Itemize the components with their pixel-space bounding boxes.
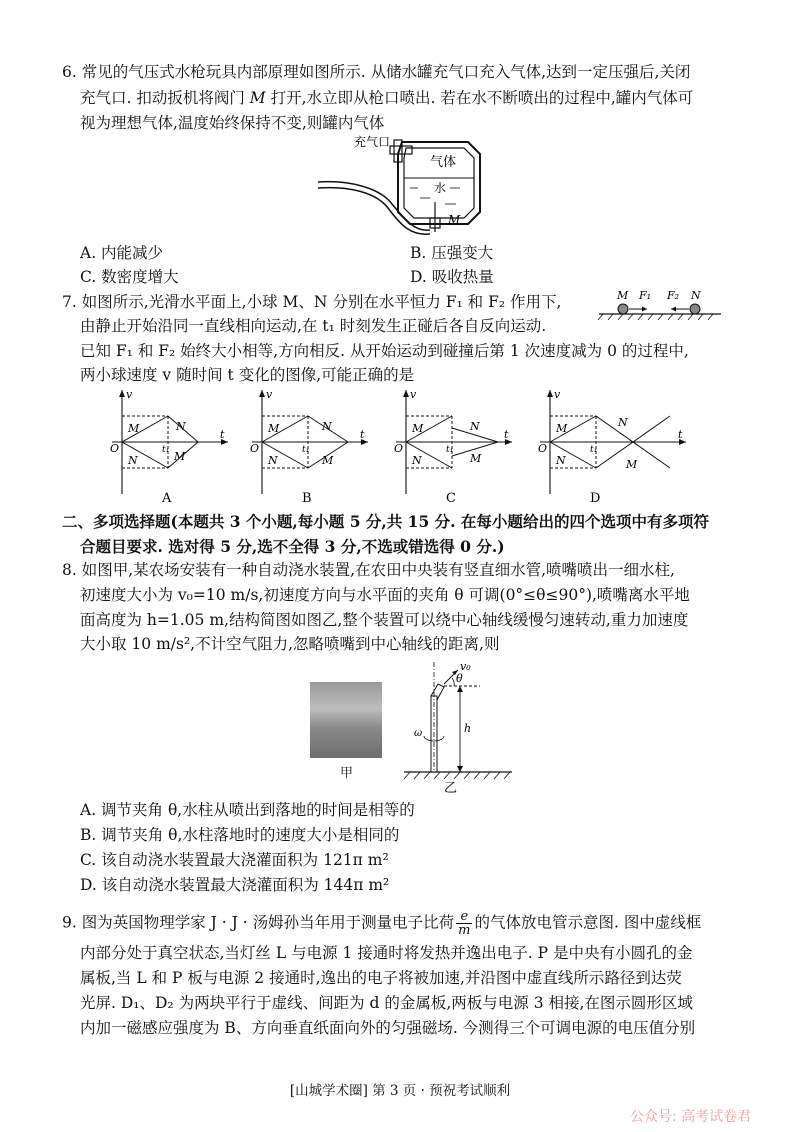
q7-graph-c bbox=[386, 386, 516, 506]
svg-text:t₁: t₁ bbox=[302, 445, 310, 455]
q9-stem-line2: 内部分处于真空状态,当灯丝 L 与电源 1 接通时将发热并逸出电子. P 是中央有小圆孔的金 bbox=[80, 944, 693, 962]
svg-text:N: N bbox=[128, 454, 138, 467]
q8-stem-line2: 初速度大小为 v₀=10 m/s,初速度方向与水平面的夹角 θ 可调(0°≤θ≤90°),喷嘴离水平地 bbox=[80, 586, 690, 604]
q8-stem-line1: 8. 如图甲,某农场安装有一种自动浇水装置,在农田中央装有竖直细水管,喷嘴喷出一细水柱, bbox=[62, 561, 675, 579]
svg-text:O: O bbox=[110, 442, 120, 455]
svg-text:N: N bbox=[556, 454, 566, 467]
q9-stem-line1: 9. 图为英国物理学家 J · J · 汤姆孙当年用于测量电子比荷 $\frac{e}{m}$ 的气体放电管示意图. 图中虚线框 bbox=[62, 909, 702, 938]
q7-stem-line1: 7. 如图所示,光滑水平面上,小球 M、N 分别在水平恒力 F₁ 和 F₂ 作用下, bbox=[62, 293, 562, 311]
svg-text:M: M bbox=[322, 454, 334, 467]
svg-text:M: M bbox=[626, 458, 638, 471]
q8-option-d: D. 该自动浇水装置最大浇灌面积为 144π m² bbox=[80, 876, 390, 894]
q8-option-a: A. 调节夹角 θ,水柱从喷出到落地的时间是相等的 bbox=[80, 801, 415, 819]
section2-header-line1: 二、多项选择题(本题共 3 个小题,每小题 5 分,共 15 分. 在每小题给出的四个选项中有多项符 bbox=[62, 512, 709, 531]
svg-text:乙: 乙 bbox=[444, 781, 458, 795]
svg-text:t: t bbox=[220, 428, 225, 441]
q6-water-gun-figure bbox=[310, 132, 500, 242]
svg-text:v: v bbox=[554, 388, 561, 401]
svg-text:M: M bbox=[174, 450, 186, 463]
q8-stem-line3: 面高度为 h=1.05 m,结构简图如图乙,整个装置可以绕中心轴线缓慢匀速转动,重力加速度 bbox=[80, 611, 689, 629]
section2-header-line2: 合题目要求. 选对得 5 分,选不全得 3 分,不选或错选得 0 分.) bbox=[80, 537, 505, 556]
svg-text:t₁: t₁ bbox=[446, 445, 454, 455]
svg-text:t: t bbox=[504, 428, 509, 441]
q7-option-c: C bbox=[446, 491, 456, 506]
q6-option-c: C. 数密度增大 bbox=[80, 268, 179, 286]
svg-text:N: N bbox=[268, 454, 278, 467]
q7-label-m: M bbox=[617, 289, 629, 302]
q6-label-inlet: 充气口 bbox=[354, 135, 391, 149]
q9-fraction: $\frac{e}{m}$ bbox=[458, 909, 471, 938]
watermark-text: 公众号: 高考试卷君 bbox=[630, 1109, 752, 1125]
svg-text:t: t bbox=[360, 428, 365, 441]
svg-text:N: N bbox=[412, 454, 422, 467]
svg-text:v: v bbox=[126, 388, 133, 401]
svg-text:t₁: t₁ bbox=[590, 445, 598, 455]
q8-stem-line4: 大小取 10 m/s²,不计空气阻力,忽略喷嘴到中心轴线的距离,则 bbox=[80, 635, 500, 653]
svg-text:M: M bbox=[268, 422, 280, 435]
q9-stem-line4: 光屏. D₁、D₂ 为两块平行于虚线、间距为 d 的金属板,两板与电源 3 相接,在图示圆形区域 bbox=[80, 994, 693, 1012]
svg-text:M: M bbox=[556, 422, 568, 435]
q7-stem-line2: 由静止开始沿同一直线相向运动,在 t₁ 时刻发生正碰后各自反向运动. bbox=[80, 317, 547, 335]
q7-label-f2: F₂ bbox=[667, 289, 680, 302]
svg-text:v: v bbox=[266, 388, 273, 401]
q6-label-water: 水 bbox=[434, 181, 447, 195]
q8-label-jia: 甲 bbox=[340, 766, 354, 781]
svg-text:N: N bbox=[618, 416, 628, 429]
q9-stem-line3: 属板,当 L 和 P 板与电源 2 接通时,逸出的电子将被加速,并沿图中虚直线所示路径到达荧 bbox=[80, 969, 682, 987]
q7-option-d: D bbox=[590, 491, 601, 506]
svg-text:M: M bbox=[412, 422, 424, 435]
q7-graph-a bbox=[102, 386, 232, 506]
q7-option-b: B bbox=[302, 491, 312, 506]
q6-stem-line1: 6. 常见的气压式水枪玩具内部原理如图所示. 从储水罐充气口充入气体,达到一定压强后,关闭 bbox=[62, 63, 691, 81]
q7-graph-b bbox=[242, 386, 372, 506]
svg-text:t: t bbox=[678, 428, 683, 441]
svg-text:N: N bbox=[470, 420, 480, 433]
svg-text:h: h bbox=[464, 722, 472, 735]
q6-label-valve: M bbox=[448, 213, 461, 227]
q6-label-gas: 气体 bbox=[430, 155, 457, 170]
svg-text:ω: ω bbox=[414, 728, 423, 739]
q7-option-a: A bbox=[162, 491, 172, 506]
q6-stem-line3: 视为理想气体,温度始终保持不变,则罐内气体 bbox=[80, 114, 385, 132]
q7-label-n: N bbox=[691, 289, 701, 302]
svg-text:O: O bbox=[394, 442, 404, 455]
svg-text:M: M bbox=[128, 422, 140, 435]
q7-stem-line3: 已知 F₁ 和 F₂ 始终大小相等,方向相反. 从开始运动到碰撞后第 1 次速度减为 0 的过程中, bbox=[80, 342, 689, 360]
svg-text:O: O bbox=[538, 442, 548, 455]
svg-text:N: N bbox=[176, 420, 186, 433]
q6-option-b: B. 压强变大 bbox=[410, 244, 494, 262]
q8-sprinkler-photo bbox=[310, 682, 382, 758]
q7-balls-figure bbox=[595, 288, 725, 324]
svg-text:M: M bbox=[470, 452, 482, 465]
q7-label-f1: F₁ bbox=[639, 289, 652, 302]
svg-text:v₀: v₀ bbox=[460, 660, 471, 673]
q7-graph-d bbox=[530, 386, 690, 506]
q6-stem-line2: 充气口. 扣动扳机将阀门 M 打开,水立即从枪口喷出. 若在水不断喷出的过程中,罐内气体可 bbox=[80, 89, 694, 107]
svg-text:N: N bbox=[322, 420, 332, 433]
q6-option-d: D. 吸收热量 bbox=[410, 268, 494, 286]
svg-text:θ: θ bbox=[456, 672, 463, 685]
svg-text:O: O bbox=[250, 442, 260, 455]
q8-option-c: C. 该自动浇水装置最大浇灌面积为 121π m² bbox=[80, 851, 389, 869]
q7-stem-line4: 两小球速度 v 随时间 t 变化的图像,可能正确的是 bbox=[80, 366, 415, 384]
q8-option-b: B. 调节夹角 θ,水柱落地时的速度大小是相同的 bbox=[80, 826, 400, 844]
q6-option-a: A. 内能减少 bbox=[80, 244, 164, 262]
q8-sprinkler-diagram bbox=[400, 660, 520, 795]
svg-text:v: v bbox=[410, 388, 417, 401]
q9-stem-line5: 内加一磁感应强度为 B、方向垂直纸面向外的匀强磁场. 今测得三个可调电源的电压值分别 bbox=[80, 1019, 696, 1037]
svg-text:t₁: t₁ bbox=[162, 445, 170, 455]
page-footer: [山城学术圈] 第 3 页 · 预祝考试顺利 bbox=[289, 1083, 511, 1099]
